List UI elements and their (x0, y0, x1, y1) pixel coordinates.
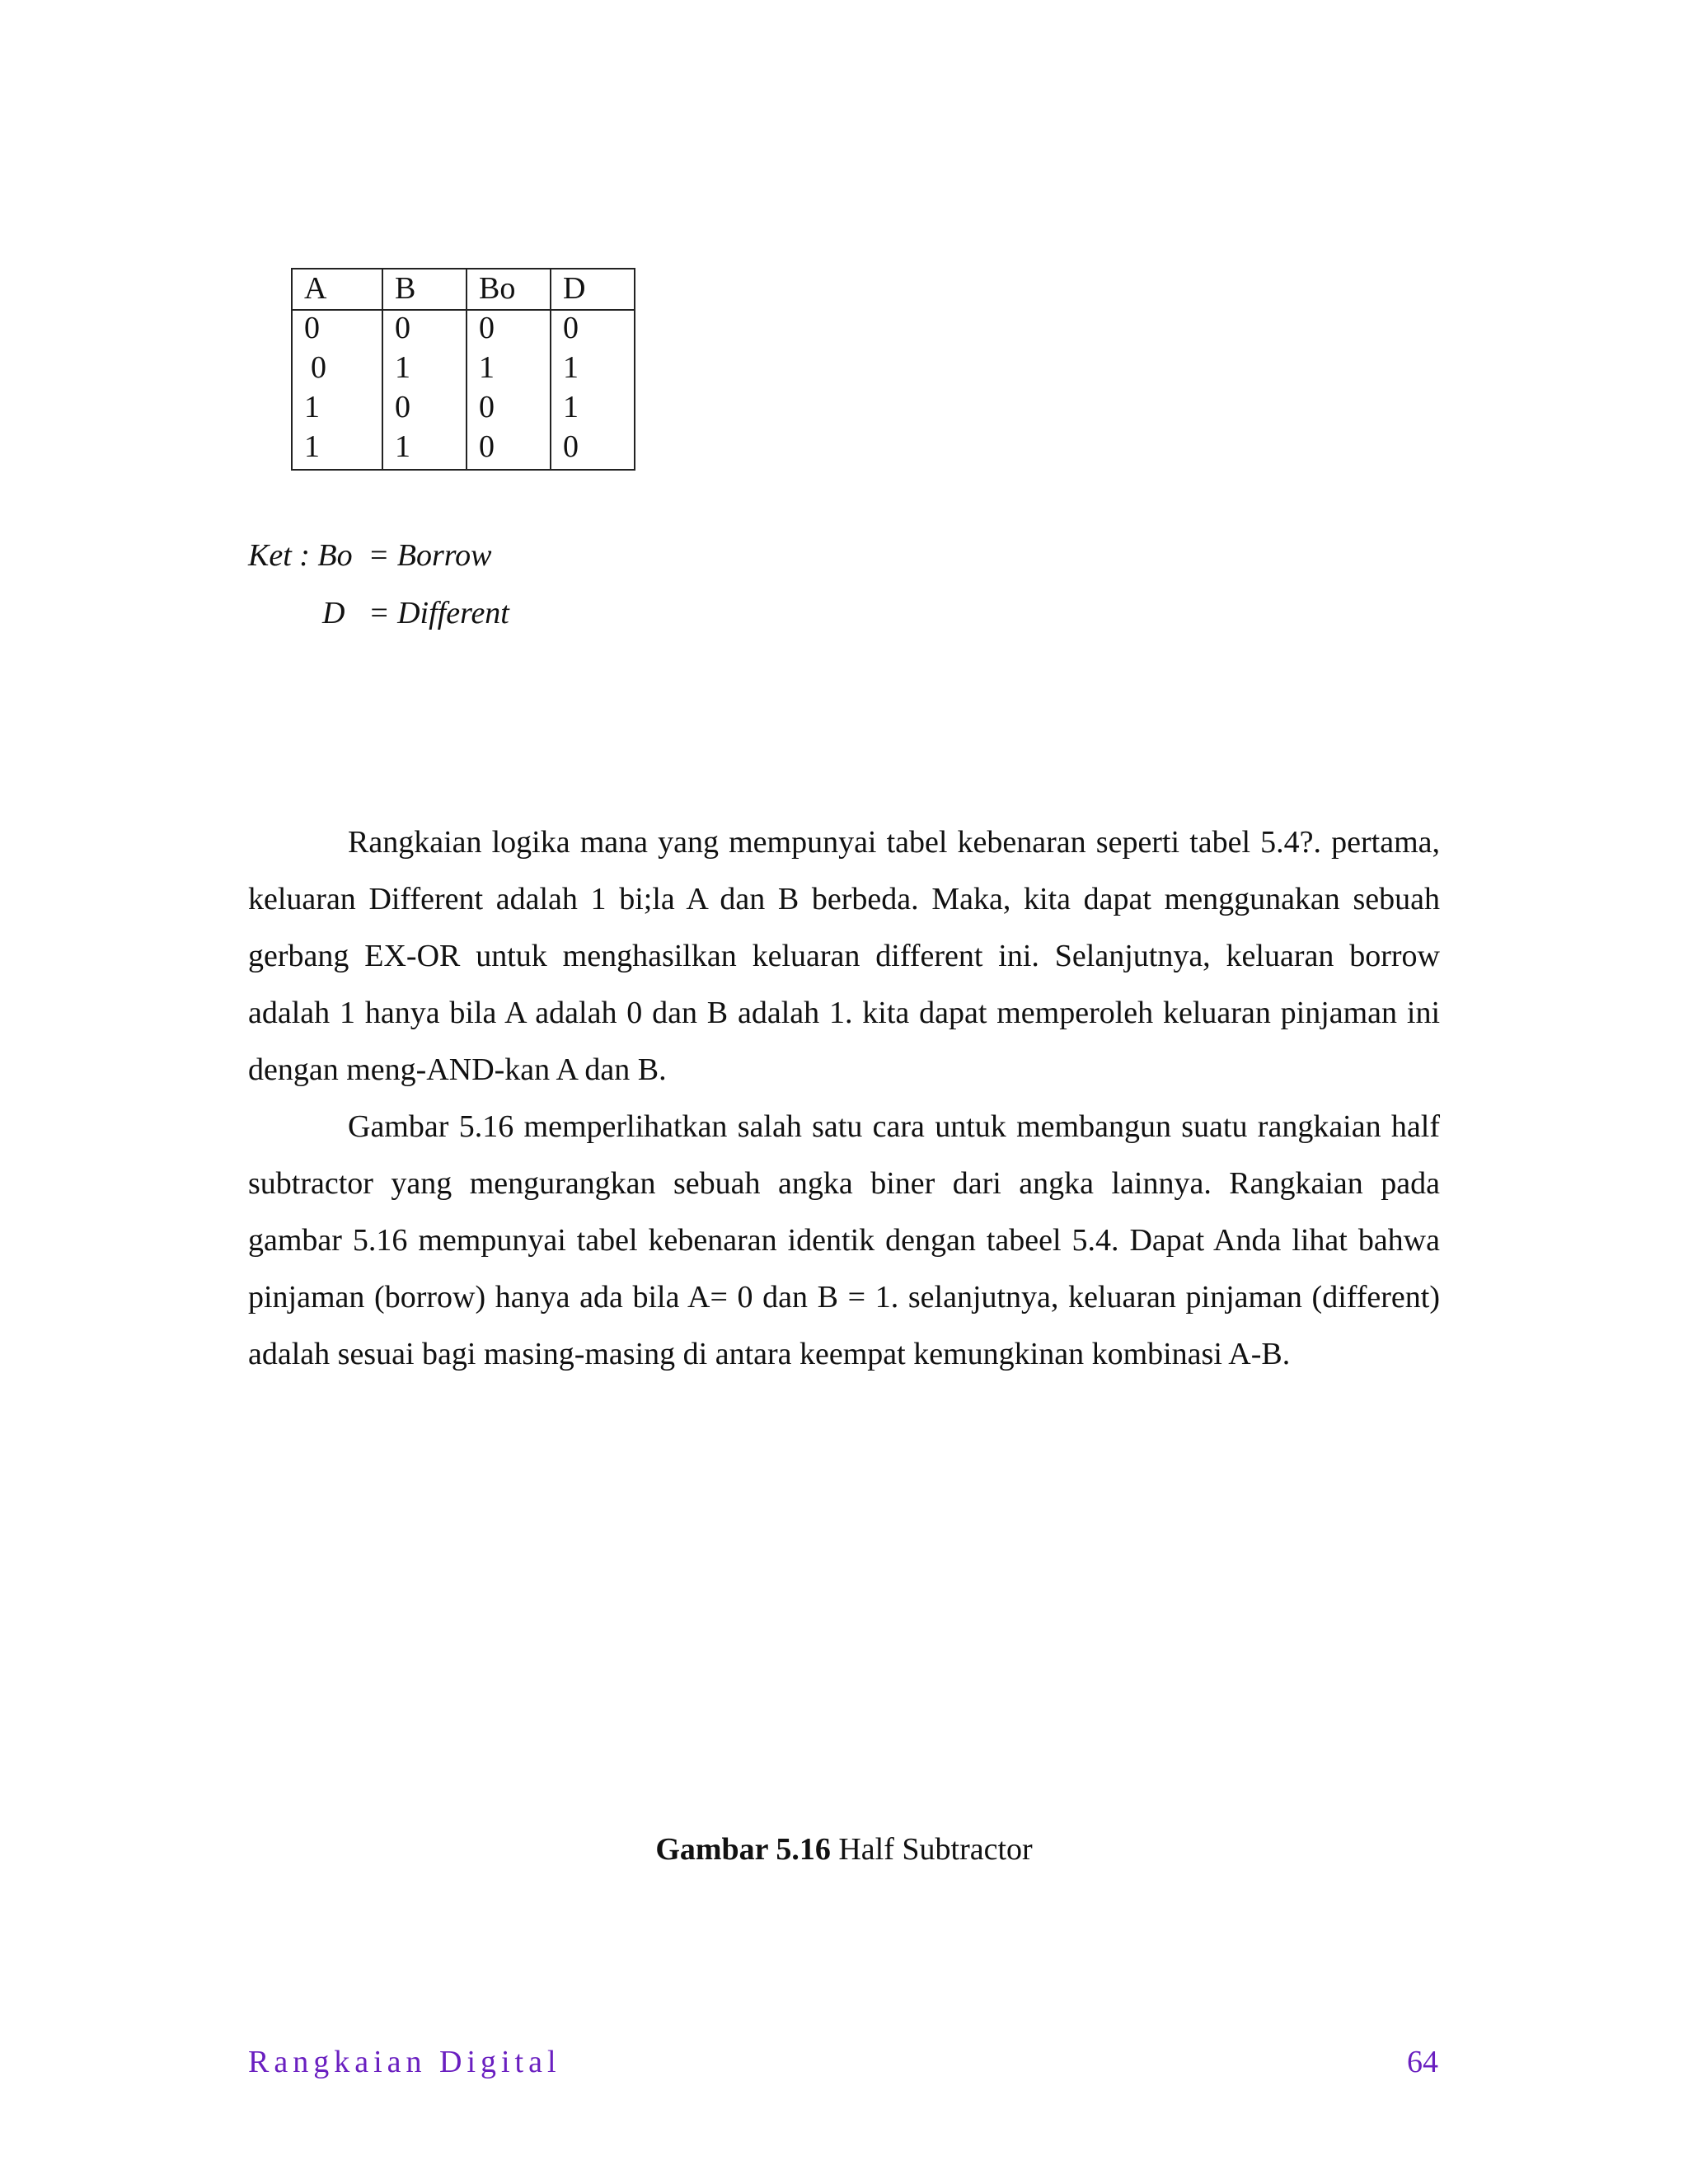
table-cell: 0 (467, 390, 551, 429)
figure-caption (0, 1831, 1688, 1868)
table-cell: 1 (292, 429, 382, 470)
table-cell: 0 (467, 310, 551, 350)
table-cell: 0 (551, 429, 635, 470)
footer-title: Rangkaian Digital (248, 2045, 561, 2079)
table-row (292, 429, 635, 470)
truth-table-header-row (292, 269, 635, 310)
table-row (292, 350, 635, 390)
table-cell: 0 (292, 310, 382, 350)
paragraph: Gambar 5.16 memperlihatkan salah satu cara untuk membangun suatu rangkaian half subtractor yang mengurangkan sebuah angka biner dari angka lainnya. Rangkaian pada gambar 5.16 mempunyai tabel kebenaran identik dengan tabeel 5.4. Dapat Anda lihat bahwa pinjaman (borrow) hanya ada bila A= 0 dan B = 1. selanjutnya, keluaran pinjaman (different) adalah sesuai bagi masing-masing di antara keempat kemungkinan kombinasi A-B. (248, 1109, 1440, 1371)
truth-table (291, 268, 635, 471)
table-cell: 0 (551, 310, 635, 350)
header-a: A (292, 269, 382, 310)
table-cell: 1 (292, 390, 382, 429)
header-d: D (551, 269, 635, 310)
table-cell: 0 (382, 310, 467, 350)
caption-label: Gambar 5.16 (655, 1832, 831, 1867)
header-bo: Bo (467, 269, 551, 310)
caption-text: Half Subtractor (830, 1832, 1033, 1867)
table-cell: 0 (292, 350, 382, 390)
table-cell: 1 (467, 350, 551, 390)
table-row (292, 310, 635, 350)
table-cell: 1 (382, 429, 467, 470)
legend-different: D = Different (322, 596, 509, 630)
table-cell: 0 (467, 429, 551, 470)
table-cell: 1 (551, 350, 635, 390)
table-cell: 1 (382, 350, 467, 390)
legend-borrow: Ket : Bo = Borrow (248, 538, 492, 573)
table-row (292, 390, 635, 429)
body-text (248, 814, 1440, 1383)
paragraph: Rangkaian logika mana yang mempunyai tabel kebenaran seperti tabel 5.4?. pertama, keluaran Different adalah 1 bi;la A dan B berbeda. Maka, kita dapat menggunakan sebuah gerbang EX-OR untuk menghasilkan keluaran different ini. Selanjutnya, keluaran borrow adalah 1 hanya bila A adalah 0 dan B adalah 1. kita dapat memperoleh keluaran pinjaman ini dengan meng-AND-kan A dan B. (248, 825, 1440, 1087)
table-cell: 1 (551, 390, 635, 429)
table-cell: 0 (382, 390, 467, 429)
header-b: B (382, 269, 467, 310)
page-number: 64 (1407, 2045, 1438, 2079)
